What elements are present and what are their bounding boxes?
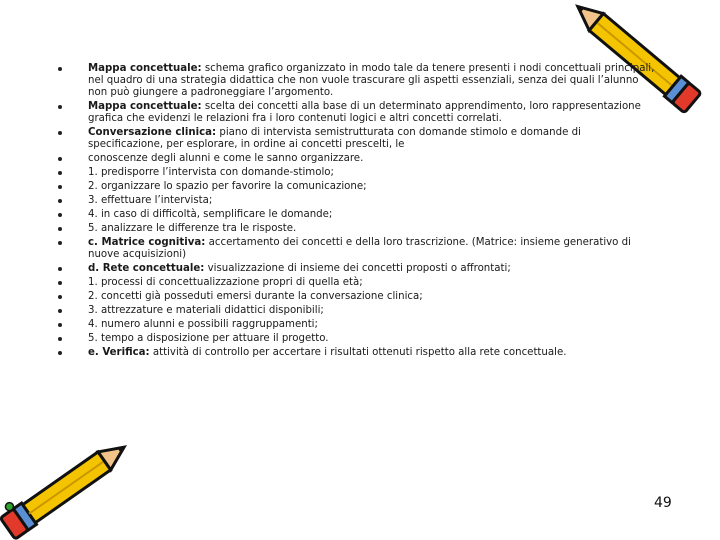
list-item — [58, 263, 658, 275]
list-item — [58, 209, 658, 221]
item-text: 2. organizzare lo spazio per favorire la comunicazione; — [88, 181, 367, 192]
bullet-icon — [58, 323, 62, 327]
item-text: scelta dei concetti alla base di un determinato apprendimento, loro rappresentazione grafica che evidenzi le relazioni fra i loro contenuti logici e altri concetti correlati. — [88, 101, 641, 124]
bullet-icon — [58, 337, 62, 341]
item-text: 4. numero alunni e possibili raggruppamenti; — [88, 319, 318, 330]
bullet-icon — [58, 67, 62, 71]
item-text: 4. in caso di difficoltà, semplificare le domande; — [88, 209, 333, 220]
bullet-icon — [58, 227, 62, 231]
list-item — [58, 277, 658, 289]
item-term: e. Verifica: — [88, 347, 150, 358]
item-text: visualizzazione di insieme dei concetti proposti o affrontati; — [207, 263, 511, 274]
bullet-icon — [58, 131, 62, 135]
bullet-icon — [58, 281, 62, 285]
list-item — [58, 195, 658, 207]
list-item — [58, 319, 658, 331]
bullet-icon — [58, 309, 62, 313]
list-item — [58, 181, 658, 193]
list-item — [58, 333, 658, 345]
list-item — [58, 347, 658, 359]
bullet-icon — [58, 351, 62, 355]
list-item — [58, 305, 658, 317]
item-term: d. Rete concettuale: — [88, 263, 205, 274]
item-text: schema grafico organizzato in modo tale da tenere presenti i nodi concettuali principali, nel quadro di una strategia didattica che non vuole trascurare gli aspetti essenziali, senza dei quali l’alunno non può giungere a padroneggiare l’argomento. — [88, 63, 655, 98]
item-term: c. Matrice cognitiva: — [88, 237, 206, 248]
list-item — [58, 101, 658, 125]
list-item — [58, 237, 658, 261]
page-number: 49 — [654, 495, 672, 511]
list-item — [58, 223, 658, 235]
bullet-icon — [58, 241, 62, 245]
bullet-icon — [58, 185, 62, 189]
item-text: 3. effettuare l’intervista; — [88, 195, 213, 206]
item-text: 3. attrezzature e materiali didattici disponibili; — [88, 305, 324, 316]
list-item — [58, 167, 658, 179]
bullet-icon — [58, 295, 62, 299]
bullet-icon — [58, 157, 62, 161]
bullet-icon — [58, 105, 62, 109]
item-text: 2. concetti già posseduti emersi durante la conversazione clinica; — [88, 291, 423, 302]
bullet-list — [58, 63, 658, 361]
list-item — [58, 127, 658, 151]
item-term: Conversazione clinica: — [88, 127, 217, 138]
list-item — [58, 63, 658, 99]
bullet-icon — [58, 267, 62, 271]
item-text: conoscenze degli alunni e come le sanno organizzare. — [88, 153, 364, 164]
item-term: Mappa concettuale: — [88, 63, 202, 74]
item-text: attività di controllo per accertare i risultati ottenuti rispetto alla rete concettuale. — [152, 347, 567, 358]
item-text: 1. processi di concettualizzazione propri di quella età; — [88, 277, 363, 288]
pencil-icon — [0, 430, 140, 540]
item-text: accertamento dei concetti e della loro trascrizione. (Matrice: insieme generativo di nuove acquisizioni) — [88, 237, 631, 260]
item-text: 1. predisporre l’intervista con domande-stimolo; — [88, 167, 334, 178]
bullet-icon — [58, 171, 62, 175]
bullet-icon — [58, 199, 62, 203]
item-text: piano di intervista semistrutturata con domande stimolo e domande di specificazione, per esplorare, in ordine ai concetti prescelti, le — [88, 127, 581, 150]
item-text: 5. tempo a disposizione per attuare il progetto. — [88, 333, 329, 344]
item-term: Mappa concettuale: — [88, 101, 202, 112]
item-text: 5. analizzare le differenze tra le risposte. — [88, 223, 297, 234]
bullet-icon — [58, 213, 62, 217]
list-item — [58, 153, 658, 165]
list-item — [58, 291, 658, 303]
